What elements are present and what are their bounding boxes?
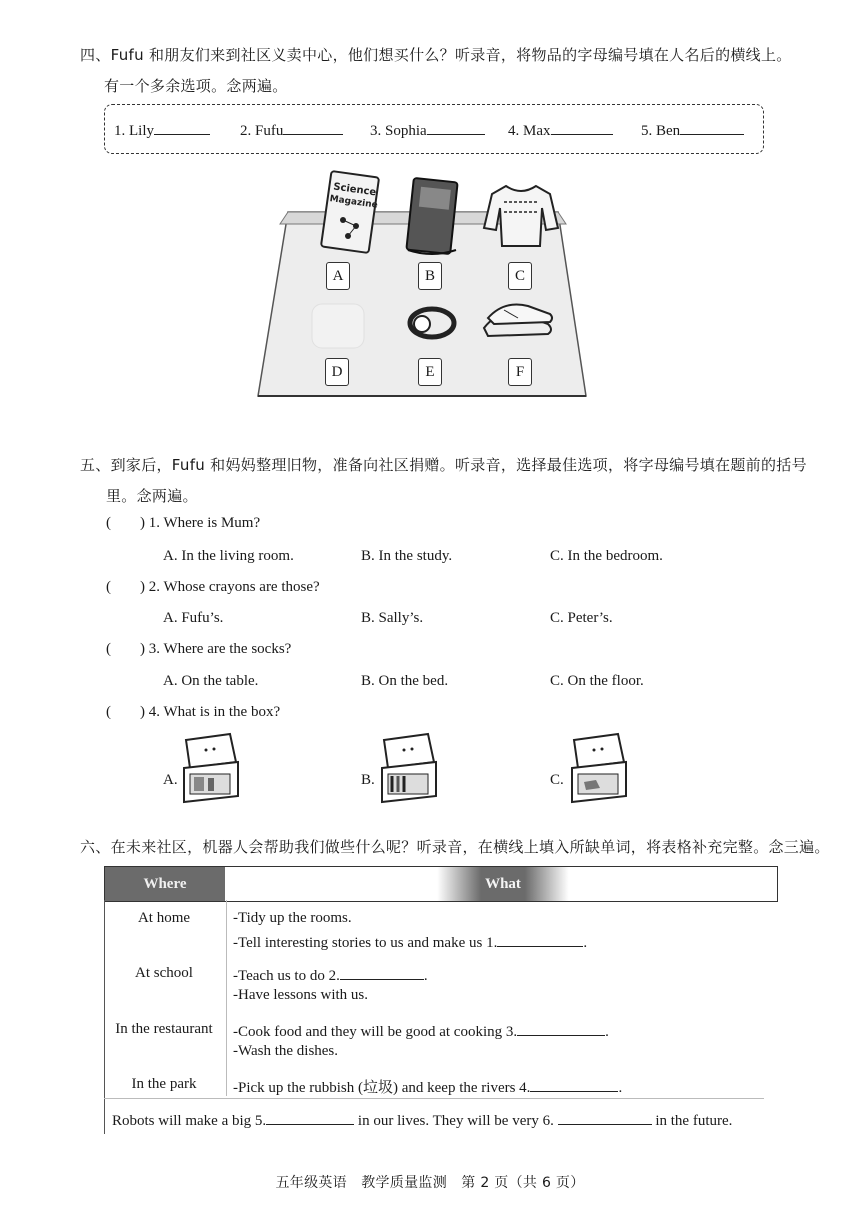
question-2: ) 2. Whose crayons are those? — [140, 579, 320, 595]
q3-option-b: B. On the bed. — [361, 673, 449, 689]
row1-line2: -Tell interesting stories to us and make us 1. . — [233, 932, 587, 952]
answer-slot-4[interactable] — [116, 704, 136, 722]
q3-option-c: C. On the floor. — [550, 673, 644, 689]
page-footer: 五年级英语 教学质量监测 第 2 页（共 6 页） — [275, 1175, 585, 1191]
section5-heading: 五、到家后，Fufu 和妈妈整理旧物，准备向社区捐赠。听录音，选择最佳选项，将字母编号填在题前的括号 — [80, 456, 807, 474]
fill-blank-6[interactable] — [558, 1110, 652, 1125]
answer-blank-4[interactable] — [551, 120, 613, 135]
name-sophia: 3. Sophia — [370, 120, 485, 140]
section5-heading-line2: 里。念两遍。 — [106, 487, 198, 505]
svg-text:Science: Science — [332, 181, 377, 199]
where-at-home: At home — [137, 910, 191, 926]
section4-heading: 四、Fufu 和朋友们来到社区义卖中心，他们想买什么？听录音，将物品的字母编号填在人名后的横线上。 — [80, 46, 792, 64]
q2-option-c: C. Peter’s. — [550, 610, 613, 626]
row2-line1: -Teach us to do 2. . — [233, 965, 428, 985]
q4-option-a-label: A. — [163, 772, 178, 788]
science-magazine-icon — [321, 171, 379, 253]
q1-option-a: A. In the living room. — [163, 548, 294, 564]
item-letter-f: F — [508, 358, 532, 386]
answer-blank-3[interactable] — [427, 120, 485, 135]
answer-slot-3[interactable] — [116, 641, 136, 659]
box-a-icon — [178, 730, 244, 806]
q2-option-a: A. Fufu’s. — [163, 610, 224, 626]
fill-blank-5[interactable] — [266, 1110, 354, 1125]
fill-blank-2[interactable] — [340, 965, 424, 980]
q4-option-b-label: B. — [361, 772, 375, 788]
q1-option-c: C. In the bedroom. — [550, 548, 663, 564]
item-letter-d: D — [325, 358, 349, 386]
fill-blank-3[interactable] — [517, 1021, 605, 1036]
question-4: ) 4. What is in the box? — [140, 704, 281, 720]
box-c-icon — [566, 730, 632, 806]
item-letter-a: A — [326, 262, 350, 290]
name-ben: 5. Ben — [641, 120, 744, 140]
blurred-item-icon — [312, 304, 364, 348]
summary-sentence: Robots will make a big 5. in our lives. They will be very 6. in the future. — [112, 1110, 732, 1130]
section6-heading: 六、在未来社区，机器人会帮助我们做些什么呢？听录音，在横线上填入所缺单词，将表格补充完整。念三遍。 — [80, 838, 830, 856]
item-letter-e: E — [418, 358, 442, 386]
row2-line2: -Have lessons with us. — [233, 987, 368, 1003]
question-3: ) 3. Where are the socks? — [140, 641, 292, 657]
item-letter-b: B — [418, 262, 442, 290]
row4-line1: -Pick up the rubbish (垃圾) and keep the rivers 4. . — [233, 1076, 622, 1097]
name-fufu: 2. Fufu — [240, 120, 343, 140]
fill-blank-4[interactable] — [530, 1077, 618, 1092]
answer-blank-2[interactable] — [283, 120, 343, 135]
q4-option-c-label: C. — [550, 772, 564, 788]
box-b-icon — [376, 730, 442, 806]
where-in-the-park: In the park — [131, 1076, 197, 1092]
where-at-school: At school — [135, 965, 193, 981]
where-in-the-restaurant: In the restaurant — [115, 1021, 213, 1037]
answer-paren-open-3: ( — [106, 641, 111, 657]
answer-paren-open-2: ( — [106, 579, 111, 595]
row3-line2: -Wash the dishes. — [233, 1043, 339, 1059]
q2-option-b: B. Sally’s. — [361, 610, 424, 626]
table-header-row — [104, 866, 778, 902]
table-column-divider — [226, 900, 227, 1096]
answer-slot-2[interactable] — [116, 579, 136, 597]
fill-blank-1[interactable] — [497, 932, 583, 947]
row3-line1: -Cook food and they will be good at cooking 3. . — [233, 1021, 609, 1041]
svg-text:Magazine: Magazine — [328, 194, 379, 211]
name-lily: 1. Lily — [114, 120, 210, 140]
q3-option-a: A. On the table. — [163, 673, 259, 689]
answer-paren-open-4: ( — [106, 704, 111, 720]
question-1: ) 1. Where is Mum? — [140, 515, 261, 531]
answer-blank-1[interactable] — [154, 120, 210, 135]
section4-heading-line2: 有一个多余选项。念两遍。 — [104, 77, 288, 95]
q1-option-b: B. In the study. — [361, 548, 453, 564]
answer-blank-5[interactable] — [680, 120, 744, 135]
summary-divider — [104, 1098, 764, 1099]
item-letter-c: C — [508, 262, 532, 290]
book-icon — [406, 178, 457, 254]
column-where: Where — [105, 867, 225, 901]
column-what: What — [229, 867, 777, 901]
name-max: 4. Max — [508, 120, 613, 140]
row1-line1: -Tidy up the rooms. — [233, 910, 352, 926]
answer-paren-open-1: ( — [106, 515, 111, 531]
